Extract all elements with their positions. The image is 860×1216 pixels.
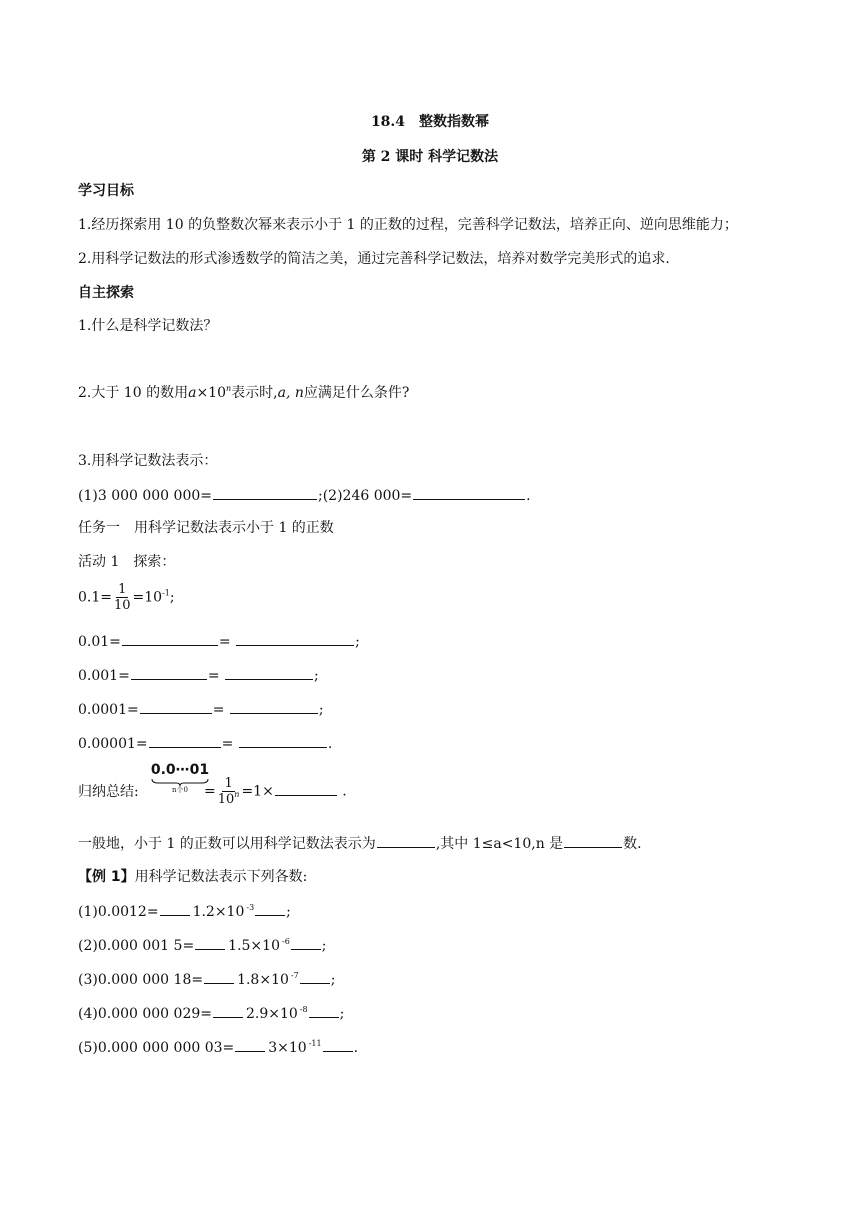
lesson-subtitle: 第 2 课时 科学记数法 <box>361 149 499 165</box>
fill-equation: 0.01= = ; <box>78 631 360 652</box>
fill-equation: 0.00001= = . <box>78 733 332 754</box>
objective-item: 2.用科学记数法的形式渗透数学的简洁之美，通过完善科学记数法，培养对数学完美形式的追求. <box>78 251 670 267</box>
fraction: $\frac{1}{10^n}$ <box>217 776 240 807</box>
example-item: (2)0.000 001 5= 1.5×10 $^{-6}$ ; <box>78 937 327 954</box>
repeated-zeros-notation: 0.0⋯01 n个0 <box>150 762 210 794</box>
summary-equation: = $\frac{1}{10^n}$ =1× . <box>204 776 347 807</box>
answer-blank[interactable] <box>122 631 218 646</box>
brace-icon <box>150 778 210 786</box>
activity-1-label: 活动 1 探索： <box>78 554 176 570</box>
example-equation: 0.1= $\frac{1}{10}$ $=10^{-1}$; <box>78 582 175 613</box>
answer-blank[interactable] <box>149 733 221 748</box>
answer-blank[interactable] <box>236 631 354 646</box>
answer-blank[interactable] <box>275 781 337 796</box>
lesson-title: 18.4 整数指数幂 <box>370 114 490 130</box>
example-item: (4)0.000 000 029= 2.9×10 $^{-8}$ ; <box>78 1005 345 1022</box>
question-3-parts: (1)3 000 000 000= ;(2)246 000= . <box>78 485 531 506</box>
objectives-heading: 学习目标 <box>78 183 134 199</box>
objective-item: 1.经历探索用 10 的负整数次幂来表示小于 1 的正数的过程，完善科学记数法，培养正向、逆向思维能力； <box>78 217 738 233</box>
question-1: 1.什么是科学记数法？ <box>78 318 218 334</box>
answer-blank[interactable] <box>564 833 622 848</box>
question-3: 3.用科学记数法表示： <box>78 453 218 469</box>
example-item: (5)0.000 000 000 03= 3×10 $^{-11}$ . <box>78 1039 359 1056</box>
fill-equation: 0.001= = ; <box>78 665 319 686</box>
task-1-heading: 任务一 用科学记数法表示小于 1 的正数 <box>78 520 334 536</box>
answer-blank[interactable] <box>377 833 435 848</box>
example-item: (1)0.0012= 1.2×10 $^{-3}$ ; <box>78 903 291 920</box>
explore-heading: 自主探索 <box>78 285 134 301</box>
summary-label: 归纳总结: <box>78 784 139 800</box>
fill-equation: 0.0001= = ; <box>78 699 324 720</box>
question-2: 2.大于 10 的数用$a\times 10^n$表示时,a, n应满足什么条件? <box>78 384 410 401</box>
answer-blank[interactable] <box>230 699 318 714</box>
general-statement: 一般地，小于 1 的正数可以用科学记数法表示为 ,其中 1≤a<10,n 是 数. <box>78 833 642 854</box>
example-item: (3)0.000 000 18= 1.8×10 $^{-7}$ ; <box>78 971 336 988</box>
example-1-heading: 【例 1】用科学记数法表示下列各数: <box>78 869 308 885</box>
answer-blank[interactable] <box>239 733 327 748</box>
answer-blank[interactable] <box>413 485 525 500</box>
answer-blank[interactable] <box>140 699 212 714</box>
answer-blank[interactable] <box>131 665 207 680</box>
answer-blank[interactable] <box>225 665 313 680</box>
answer-blank[interactable] <box>213 485 317 500</box>
fraction: $\frac{1}{10}$ <box>114 582 131 613</box>
